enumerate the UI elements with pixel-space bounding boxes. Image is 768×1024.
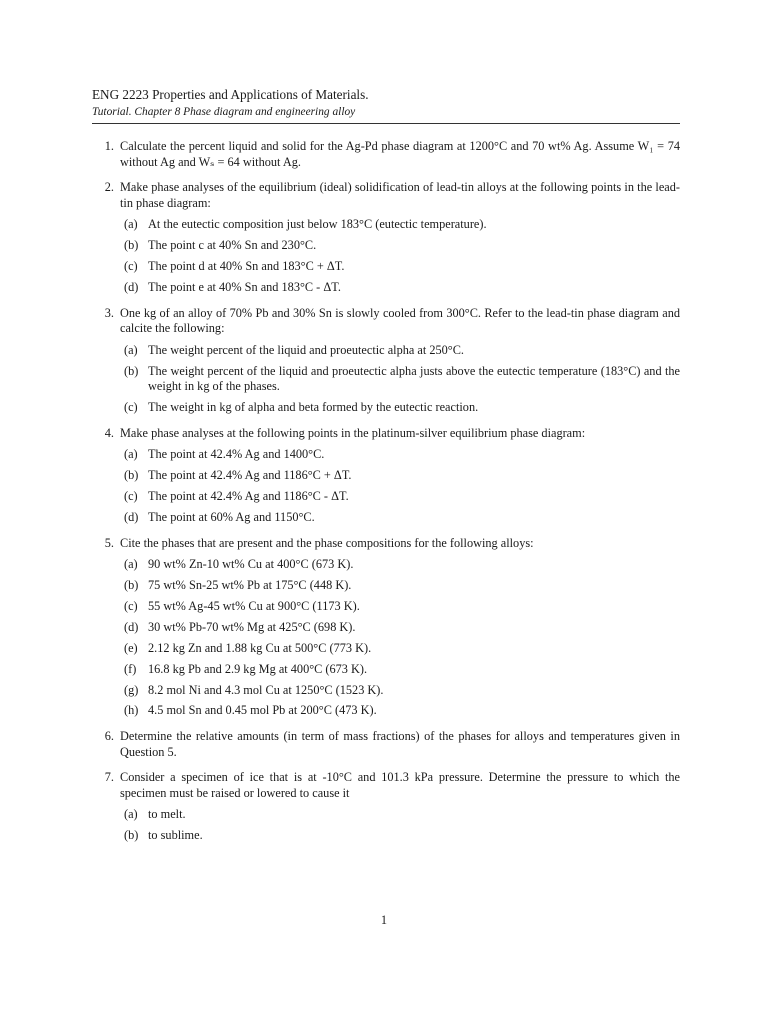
sub-question-label: (a): [124, 807, 138, 822]
question-number: 5.: [104, 535, 114, 550]
question-list: [92, 139, 680, 854]
question-text: Make phase analyses of the equilibrium (ideal) solidification of lead-tin alloys at the following points in the lead-tin phase diagram:: [120, 180, 680, 210]
sub-question-list: [120, 343, 680, 416]
sub-question-text: 55 wt% Ag-45 wt% Cu at 900°C (1173 K).: [148, 599, 360, 614]
sub-question-item: [120, 259, 680, 275]
sub-question-item: [120, 641, 680, 657]
sub-question-text: 4.5 mol Sn and 0.45 mol Pb at 200°C (473 K).: [148, 703, 377, 718]
question-text: Determine the relative amounts (in term of mass fractions) of the phases for alloys and temperatures given in Question 5.: [120, 729, 680, 759]
question-number: 1.: [104, 139, 114, 153]
sub-question-label: (g): [124, 682, 139, 697]
sub-question-text: The point at 42.4% Ag and 1400°C.: [148, 447, 325, 462]
sub-question-item: [120, 447, 680, 463]
sub-question-label: (f): [124, 661, 137, 676]
sub-question-label: (d): [124, 280, 139, 295]
sub-question-item: [120, 400, 680, 416]
question-item: [92, 426, 680, 526]
sub-question-label: (a): [124, 447, 138, 462]
sub-question-label: (c): [124, 259, 138, 274]
sub-question-text: to melt.: [148, 807, 186, 822]
question-text: One kg of an alloy of 70% Pb and 30% Sn is slowly cooled from 300°C. Refer to the lead-tin phase diagram and calcite the following:: [120, 305, 680, 336]
sub-question-item: [120, 468, 680, 484]
sub-question-label: (c): [124, 400, 138, 415]
sub-question-item: [120, 662, 680, 678]
sub-question-list: [120, 217, 680, 295]
sub-question-text: 90 wt% Zn-10 wt% Cu at 400°C (673 K).: [148, 557, 354, 572]
sub-question-label: (h): [124, 703, 139, 718]
sub-question-item: [120, 703, 680, 719]
sub-question-label: (d): [124, 510, 139, 525]
sub-question-item: [120, 238, 680, 254]
question-number: 2.: [104, 180, 114, 195]
sub-question-item: [120, 510, 680, 526]
sub-question-item: [120, 364, 680, 395]
page-number: 1: [380, 913, 388, 927]
sub-question-text: The point c at 40% Sn and 230°C.: [148, 238, 317, 253]
sub-question-text: The weight in kg of alpha and beta formed by the eutectic reaction.: [148, 400, 479, 415]
sub-question-item: [120, 280, 680, 296]
sub-question-label: (e): [124, 640, 138, 655]
sub-question-text: 75 wt% Sn-25 wt% Pb at 175°C (448 K).: [148, 578, 352, 593]
header-divider: [92, 123, 680, 124]
question-item: [92, 729, 680, 760]
sub-question-item: [120, 217, 680, 233]
sub-question-text: At the eutectic composition just below 183°C (eutectic temperature).: [148, 217, 487, 232]
question-item: [92, 139, 680, 170]
question-number: 6.: [104, 729, 114, 744]
sub-question-label: (b): [124, 578, 139, 593]
sub-question-item: [120, 557, 680, 573]
sub-question-item: [120, 683, 680, 699]
sub-question-label: (d): [124, 619, 139, 634]
sub-question-list: [120, 557, 680, 719]
sub-question-list: [120, 447, 680, 525]
sub-question-label: (b): [124, 238, 139, 253]
sub-question-list: [120, 807, 680, 843]
question-item: [92, 536, 680, 719]
sub-question-label: (b): [124, 363, 139, 378]
question-text: Consider a specimen of ice that is at -10°C and 101.3 kPa pressure. Determine the pressure to which the specimen must be raised or lowered to cause it: [120, 770, 680, 800]
sub-question-label: (c): [124, 599, 138, 614]
sub-question-text: The point e at 40% Sn and 183°C - ΔT.: [148, 280, 341, 295]
sub-question-item: [120, 599, 680, 615]
sub-question-label: (a): [124, 557, 138, 572]
sub-question-text: The point at 42.4% Ag and 1186°C + ΔT.: [148, 468, 352, 483]
course-title: ENG 2223 Properties and Applications of Materials.: [92, 87, 369, 102]
question-text: Make phase analyses at the following points in the platinum-silver equilibrium phase diagram:: [120, 425, 586, 440]
sub-question-label: (b): [124, 468, 139, 483]
sub-question-text: 8.2 mol Ni and 4.3 mol Cu at 1250°C (1523 K).: [148, 682, 384, 697]
sub-question-item: [120, 807, 680, 823]
page-header: [92, 86, 680, 124]
question-item: [92, 770, 680, 844]
sub-question-text: The point at 42.4% Ag and 1186°C - ΔT.: [148, 489, 349, 504]
sub-question-item: [120, 489, 680, 505]
question-number: 7.: [104, 770, 114, 785]
sub-question-text: The weight percent of the liquid and proeutectic alpha at 250°C.: [148, 342, 464, 357]
sub-question-label: (b): [124, 828, 139, 843]
sub-question-text: The point d at 40% Sn and 183°C + ΔT.: [148, 259, 345, 274]
sub-question-item: [120, 620, 680, 636]
sub-question-text: 30 wt% Pb-70 wt% Mg at 425°C (698 K).: [148, 619, 356, 634]
sub-question-text: The weight percent of the liquid and proeutectic alpha justs above the eutectic temperature (183°C) and the weight in kg of the phases.: [148, 363, 680, 394]
question-item: [92, 306, 680, 416]
question-number: 3.: [104, 305, 114, 320]
sub-question-label: (a): [124, 217, 138, 232]
sub-question-label: (a): [124, 342, 138, 357]
tutorial-subtitle: Tutorial. Chapter 8 Phase diagram and engineering alloy: [92, 106, 356, 118]
sub-question-label: (c): [124, 489, 138, 504]
sub-question-text: to sublime.: [148, 828, 203, 843]
sub-question-text: 2.12 kg Zn and 1.88 kg Cu at 500°C (773 K).: [148, 640, 372, 655]
question-number: 4.: [104, 425, 114, 440]
question-item: [92, 180, 680, 295]
question-text: Calculate the percent liquid and solid for the Ag-Pd phase diagram at 1200°C and 70 wt% Ag. Assume W₁ = 74 without Ag and Wₛ = 64 without Ag.: [120, 139, 680, 169]
sub-question-item: [120, 343, 680, 359]
sub-question-text: 16.8 kg Pb and 2.9 kg Mg at 400°C (673 K).: [148, 661, 368, 676]
sub-question-text: The point at 60% Ag and 1150°C.: [148, 510, 315, 525]
sub-question-item: [120, 578, 680, 594]
sub-question-item: [120, 828, 680, 844]
question-text: Cite the phases that are present and the phase compositions for the following alloys:: [120, 535, 534, 550]
